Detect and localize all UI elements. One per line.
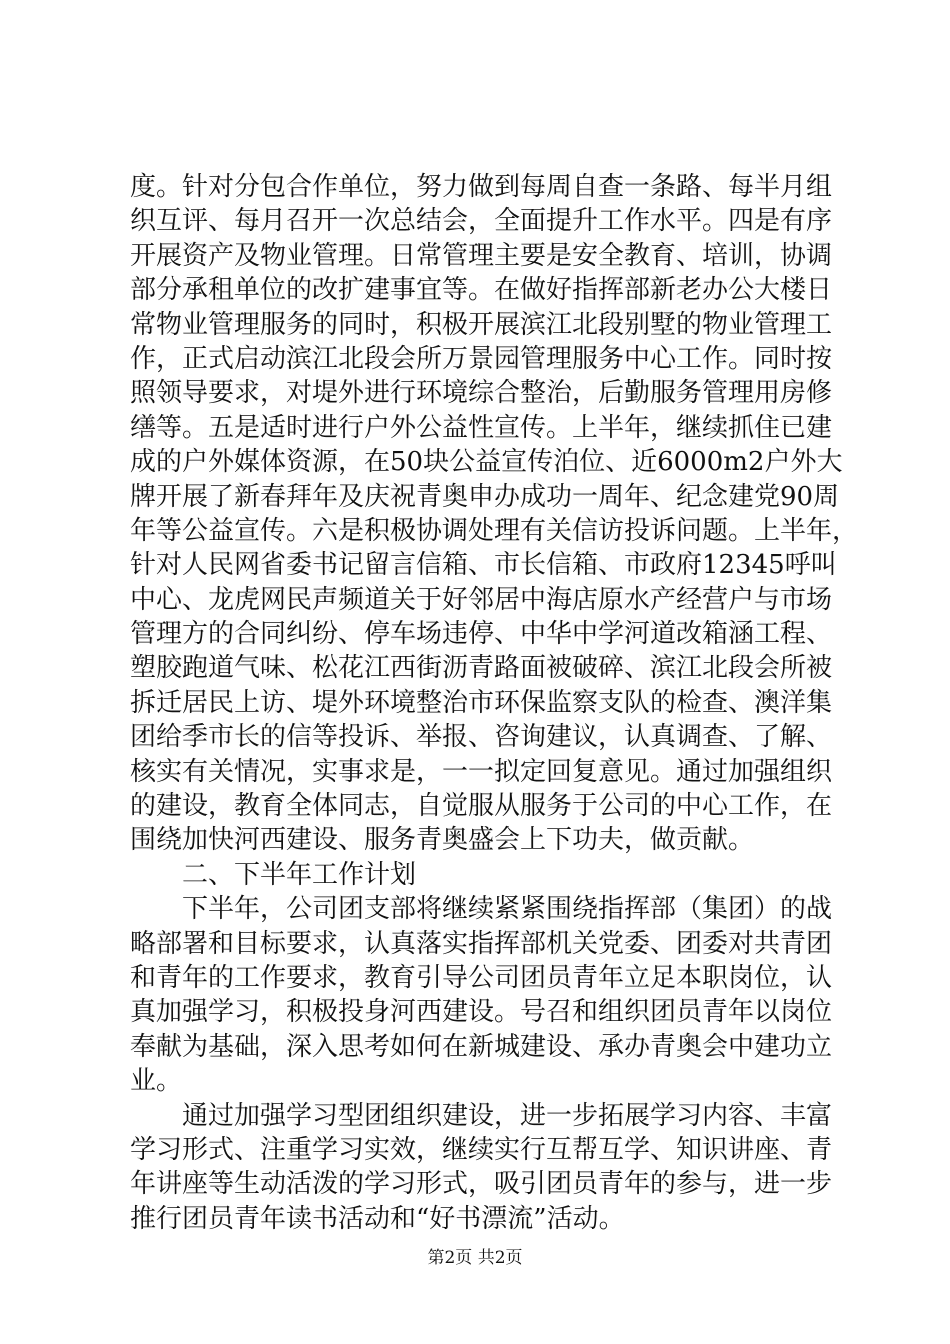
text-line: 围绕加快河西建设、服务青奥盛会上下功夫，做贡献。 xyxy=(130,825,755,856)
text-line: 略部署和目标要求，认真落实指挥部机关党委、团委对共青团 xyxy=(130,928,833,959)
text-line: 通过加强学习型团组织建设，进一步拓展学习内容、丰富 xyxy=(182,1100,833,1131)
text-line: 度。针对分包合作单位，努力做到每周自查一条路、每半月组 xyxy=(130,172,833,202)
text-line: 业。 xyxy=(130,1066,183,1097)
page-number-footer: 第2页 共2页 xyxy=(427,1248,523,1268)
text-line: 奉献为基础，深入思考如何在新城建设、承办青奥会中建功立 xyxy=(130,1031,833,1062)
text-line: 照领导要求，对堤外进行环境综合整治，后勤服务管理用房修 xyxy=(130,378,833,409)
text-line: 的建设，教育全体同志，自觉服从服务于公司的中心工作，在 xyxy=(130,791,833,822)
text-line: 塑胶跑道气味、松花江西街沥青路面被破碎、滨江北段会所被 xyxy=(130,653,833,684)
text-line: 和青年的工作要求，教育引导公司团员青年立足本职岗位，认 xyxy=(130,962,833,993)
text-line: 缮等。五是适时进行户外公益性宣传。上半年，继续抓住已建 xyxy=(130,412,833,443)
text-line: 部分承租单位的改扩建事宜等。在做好指挥部新老办公大楼日 xyxy=(130,275,833,306)
text-line: 年讲座等生动活泼的学习形式，吸引团员青年的参与，进一步 xyxy=(130,1169,833,1200)
text-line: 年等公益宣传。六是积极协调处理有关信访投诉问题。上半年， xyxy=(130,515,859,546)
text-line: 真加强学习，积极投身河西建设。号召和组织团员青年以岗位 xyxy=(130,997,833,1028)
text-line: 开展资产及物业管理。日常管理主要是安全教育、培训，协调 xyxy=(130,240,833,271)
text-line: 推行团员青年读书活动和“好书漂流”活动。 xyxy=(130,1203,625,1234)
text-line: 作，正式启动滨江北段会所万景园管理服务中心工作。同时按 xyxy=(130,343,833,374)
section-heading: 二、下半年工作计划 xyxy=(182,859,417,890)
document-body xyxy=(130,170,859,1236)
text-line: 牌开展了新春拜年及庆祝青奥申办成功一周年、纪念建党90周 xyxy=(130,481,840,512)
text-line: 常物业管理服务的同时，积极开展滨江北段别墅的物业管理工 xyxy=(130,309,833,340)
text-line: 下半年，公司团支部将继续紧紧围绕指挥部（集团）的战 xyxy=(182,894,833,925)
text-line: 中心、龙虎网民声频道关于好邻居中海店原水产经营户与市场 xyxy=(130,584,833,615)
text-line: 团给季市长的信等投诉、举报、咨询建议，认真调查、了解、 xyxy=(130,722,833,753)
text-line: 学习形式、注重学习实效，继续实行互帮互学、知识讲座、青 xyxy=(130,1134,833,1165)
text-line: 管理方的合同纠纷、停车场违停、中华中学河道改箱涵工程、 xyxy=(130,619,833,650)
text-line: 成的户外媒体资源，在50块公益宣传泊位、近6000m2户外大 xyxy=(130,447,843,478)
text-line: 针对人民网省委书记留言信箱、市长信箱、市政府12345呼叫 xyxy=(130,550,837,581)
text-line: 核实有关情况，实事求是，一一拟定回复意见。通过加强组织 xyxy=(130,756,833,787)
text-line: 织互评、每月召开一次总结会，全面提升工作水平。四是有序 xyxy=(130,206,833,237)
text-line: 拆迁居民上访、堤外环境整治市环保监察支队的检查、澳洋集 xyxy=(130,687,833,718)
